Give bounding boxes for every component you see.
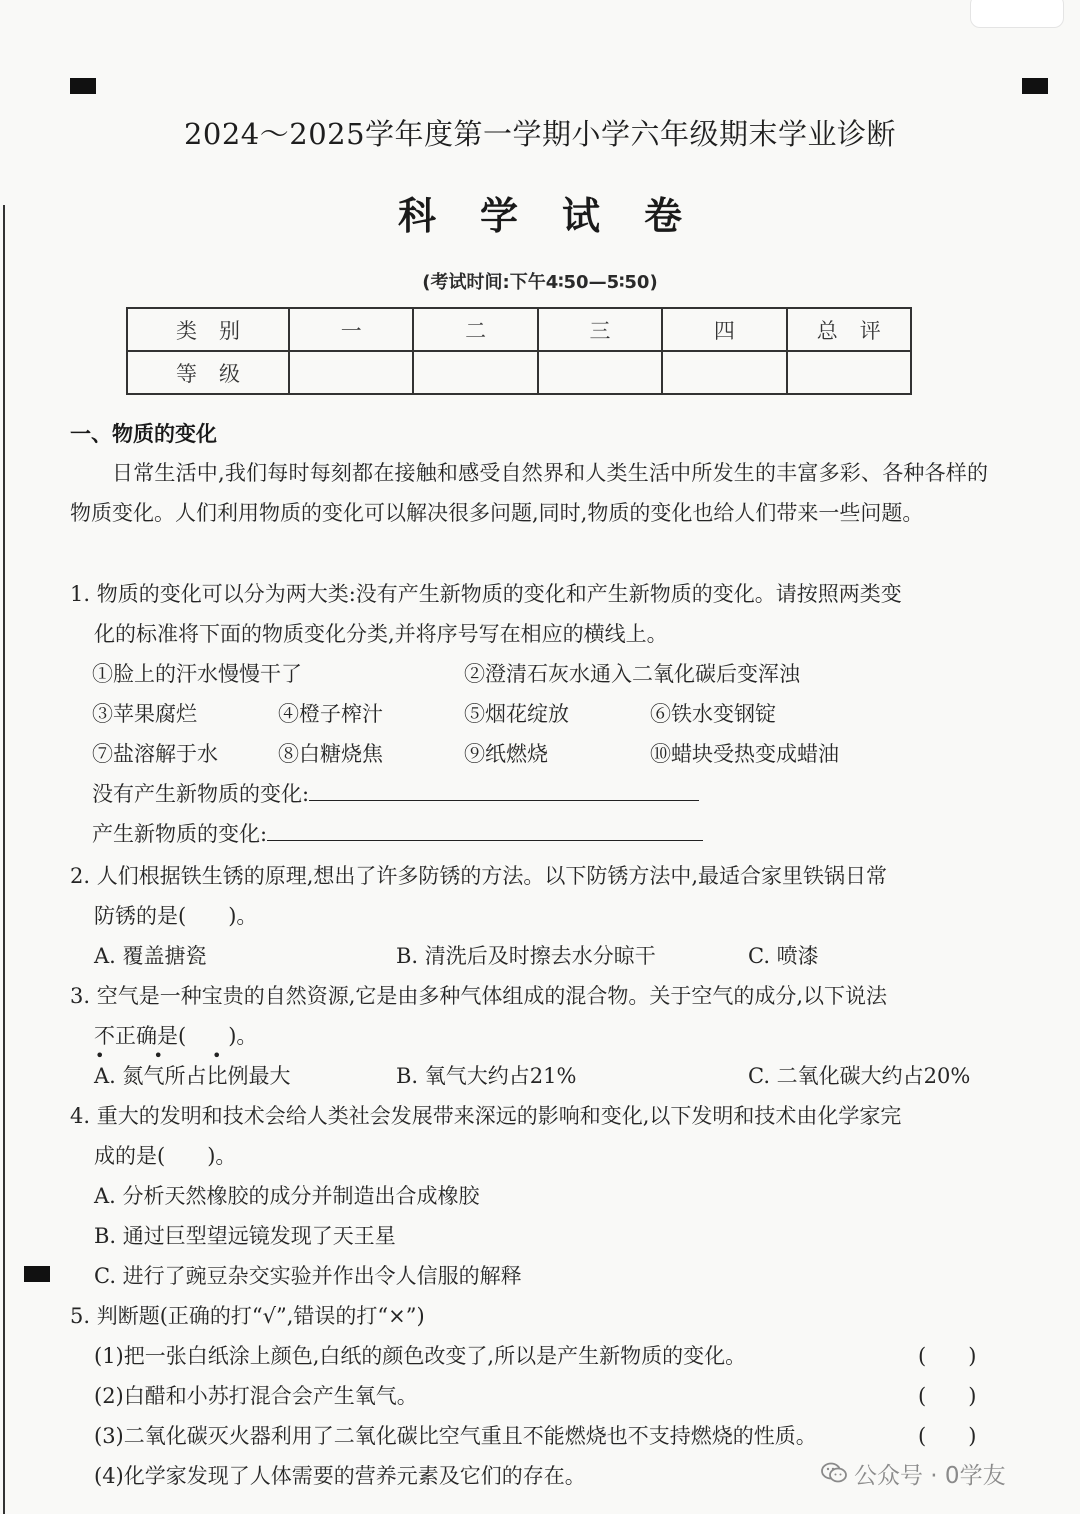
answer-paren[interactable]: ( ) (918, 1424, 977, 1448)
q5-item: (3)二氧化碳灭火器利用了二氧化碳比空气重且不能燃烧也不支持燃烧的性质。 (94, 1424, 817, 1448)
watermark (820, 1454, 1006, 1492)
registration-mark-left (24, 1266, 50, 1282)
q1-blank-label-1: 没有产生新物质的变化: (92, 782, 310, 806)
q3-line2: 不正确是( )。 (94, 1024, 258, 1048)
watermark-text: 公众号 · 0学友 (854, 1462, 1006, 1489)
q1-blank-row-1 (92, 778, 699, 808)
wechat-icon (820, 1461, 848, 1485)
q2-line1: 2. 人们根据铁生锈的原理,想出了许多防锈的方法。以下防锈方法中,最适合家里铁锅日常 (70, 864, 888, 888)
grade-cell[interactable] (538, 351, 662, 394)
emphasis-dots: • • • (95, 1046, 244, 1065)
q1-item: ⑤烟花绽放 (464, 702, 569, 726)
exam-time: (考试时间:下午4∶50—5∶50) (422, 272, 658, 293)
q1-item: ④橙子榨汁 (278, 702, 383, 726)
grade-cell[interactable] (289, 351, 413, 394)
q4-option-a: A. 分析天然橡胶的成分并制造出合成橡胶 (94, 1184, 480, 1208)
answer-blank-2[interactable] (267, 818, 703, 841)
score-table-header-row (127, 308, 911, 351)
q3-option-c: C. 二氧化碳大约占20% (748, 1064, 971, 1088)
q4-option-c: C. 进行了豌豆杂交实验并作出令人信服的解释 (94, 1264, 522, 1288)
q5-item: (2)白醋和小苏打混合会产生氧气。 (94, 1384, 418, 1408)
answer-paren[interactable]: ( ) (918, 1384, 977, 1408)
table-cell: 等级 (127, 351, 289, 394)
q1-blank-label-2: 产生新物质的变化: (92, 822, 268, 846)
q1-blank-row-2 (92, 818, 703, 848)
table-cell: 类别 (127, 308, 289, 351)
q1-item: ③苹果腐烂 (92, 702, 197, 726)
table-cell: 总评 (787, 308, 911, 351)
section-intro: 日常生活中,我们每时每刻都在接触和感受自然界和人类生活中所发生的丰富多彩、各种各样的物质变化。人们利用物质的变化可以解决很多问题,同时,物质的变化也给人们带来一些问题。 (70, 461, 988, 525)
table-cell: 三 (538, 308, 662, 351)
grade-cell[interactable] (787, 351, 911, 394)
q1-item: ⑩蜡块受热变成蜡油 (650, 742, 839, 766)
q1-line2: 化的标准将下面的物质变化分类,并将序号写在相应的横线上。 (94, 622, 668, 646)
q1-item: ①脸上的汗水慢慢干了 (92, 662, 302, 686)
q3-option-a: A. 氮气所占比例最大 (94, 1064, 291, 1088)
section-title: 一、物质的变化 (70, 422, 217, 446)
corner-button[interactable] (970, 0, 1064, 28)
exam-title: 2024～2025学年度第一学期小学六年级期末学业诊断 (183, 117, 897, 151)
table-cell: 四 (662, 308, 786, 351)
q3-line1: 3. 空气是一种宝贵的自然资源,它是由多种气体组成的混合物。关于空气的成分,以下说法 (70, 984, 888, 1008)
grade-cell[interactable] (413, 351, 537, 394)
q2-option-c: C. 喷漆 (748, 944, 819, 968)
q5-item: (1)把一张白纸涂上颜色,白纸的颜色改变了,所以是产生新物质的变化。 (94, 1344, 747, 1368)
subject-title: 科学试卷 (397, 194, 726, 238)
q2-option-a: A. 覆盖搪瓷 (94, 944, 207, 968)
q1-item: ⑧白糖烧焦 (278, 742, 383, 766)
table-cell: 二 (413, 308, 537, 351)
score-table (126, 307, 912, 395)
registration-mark-top-left (70, 78, 96, 94)
registration-mark-top-right (1022, 78, 1048, 94)
answer-blank-1[interactable] (309, 778, 699, 801)
q4-line2: 成的是( )。 (94, 1144, 237, 1168)
table-cell: 一 (289, 308, 413, 351)
q4-line1: 4. 重大的发明和技术会给人类社会发展带来深远的影响和变化,以下发明和技术由化学家完 (70, 1104, 902, 1128)
q5-title: 5. 判断题(正确的打“√”,错误的打“×”) (70, 1304, 425, 1328)
q4-option-b: B. 通过巨型望远镜发现了天王星 (94, 1224, 396, 1248)
left-border-line (3, 205, 5, 1514)
q1-item: ②澄清石灰水通入二氧化碳后变浑浊 (464, 662, 800, 686)
q2-option-b: B. 清洗后及时擦去水分晾干 (396, 944, 656, 968)
q3-option-b: B. 氧气大约占21% (396, 1064, 577, 1088)
q2-line2: 防锈的是( )。 (94, 904, 258, 928)
q1-item: ⑦盐溶解于水 (92, 742, 218, 766)
grade-cell[interactable] (662, 351, 786, 394)
q1-item: ⑨纸燃烧 (464, 742, 548, 766)
q1-item: ⑥铁水变钢锭 (650, 702, 776, 726)
q1-line1: 1. 物质的变化可以分为两大类:没有产生新物质的变化和产生新物质的变化。请按照两类变 (70, 582, 902, 606)
answer-paren[interactable]: ( ) (918, 1344, 977, 1368)
q5-item: (4)化学家发现了人体需要的营养元素及它们的存在。 (94, 1464, 586, 1488)
score-table-grade-row (127, 351, 911, 394)
